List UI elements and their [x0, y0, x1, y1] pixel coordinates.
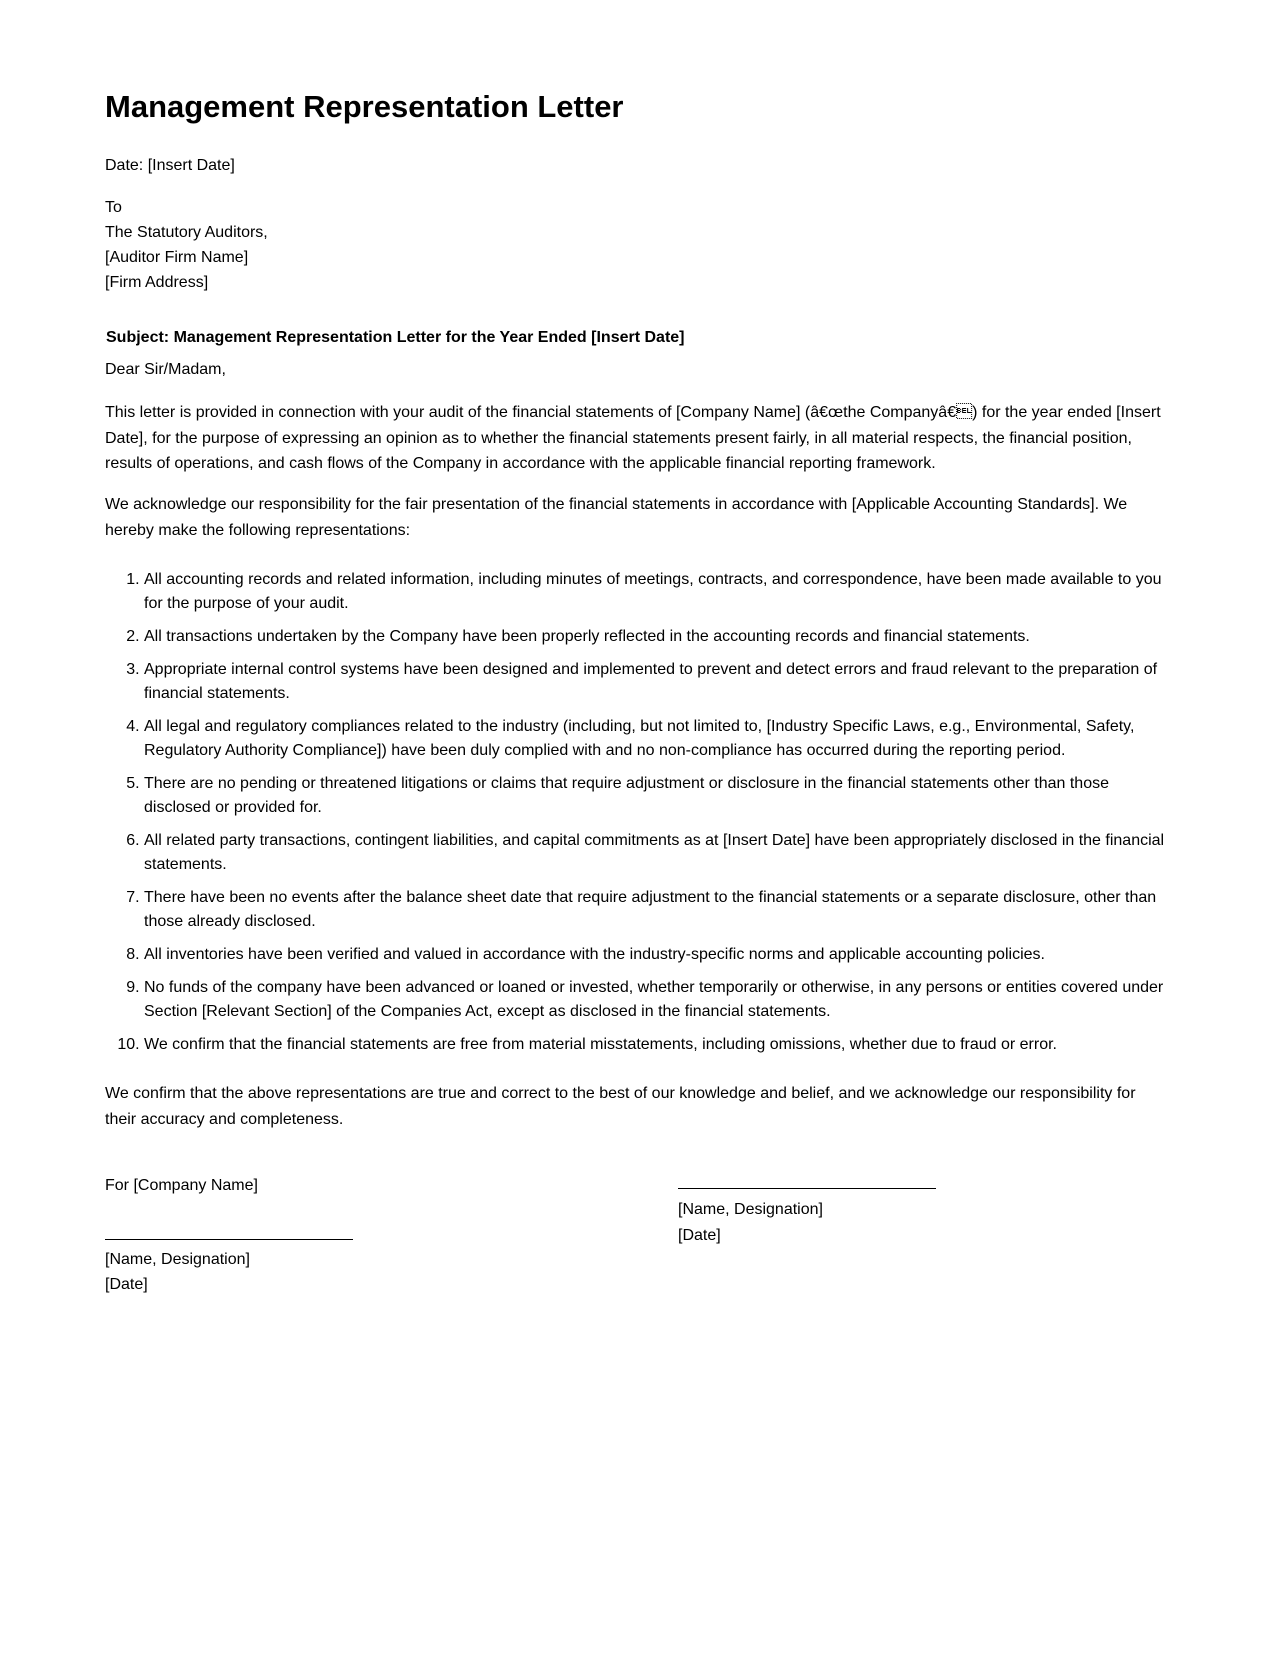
for-company-label: For [Company Name] [105, 1177, 258, 1194]
signature-line-right [678, 1188, 936, 1189]
signatory-name-left: [Name, Designation] [105, 1251, 250, 1268]
representation-item: 4. All legal and regulatory compliances related to the industry (including, but not limited to, [Industry Specific Laws, e.g., Environmental, Safety, Regulatory Authority Compliance]) have been duly complied with and no non-compliance has occurred during the reporting period. [144, 715, 1165, 763]
recipient-auditors: The Statutory Auditors, [105, 224, 268, 241]
representation-item: 6. All related party transactions, contingent liabilities, and capital commitments as at [Insert Date] have been appropriately disclosed in the financial statements. [144, 829, 1165, 877]
signatory-date-right: [Date] [678, 1227, 721, 1244]
representation-item: 10. We confirm that the financial statements are free from material misstatements, including omissions, whether due to fraud or error. [144, 1033, 1165, 1057]
representation-item: 8. All inventories have been verified and valued in accordance with the industry-specific norms and applicable accounting policies. [144, 943, 1165, 967]
signatory-name-right: [Name, Designation] [678, 1201, 823, 1218]
signature-line-left [105, 1239, 353, 1240]
closing-paragraph: We confirm that the above representations are true and correct to the best of our knowledge and belief, and we acknowledge our responsibility for their accuracy and completeness. [105, 1085, 1136, 1128]
representation-item: 7. There have been no events after the balance sheet date that require adjustment to the financial statements or a separate disclosure, other than those already disclosed. [144, 886, 1165, 934]
recipient-firm-address: [Firm Address] [105, 274, 209, 291]
representation-item: 5. There are no pending or threatened litigations or claims that require adjustment or disclosure in the financial statements other than those disclosed or provided for. [144, 772, 1165, 820]
representations-list [105, 568, 1165, 1066]
representation-item: 1. All accounting records and related information, including minutes of meetings, contracts, and correspondence, have been made available to you for the purpose of your audit. [144, 568, 1165, 616]
recipient-firm-name: [Auditor Firm Name] [105, 249, 249, 266]
representation-item: 2. All transactions undertaken by the Company have been properly reflected in the accounting records and financial statements. [144, 625, 1165, 649]
representation-item: 3. Appropriate internal control systems have been designed and implemented to prevent and detect errors and fraud relevant to the preparation of financial statements. [144, 658, 1165, 706]
intro-paragraph: This letter is provided in connection with your audit of the financial statements of [Company Name] (â€œthe Companyâ€) for the year ended [Insert Date], for the purpose of expressing an opinion as to whether the financial statements present fairly, in all material respects, the financial position, results of operations, and cash flows of the Company in accordance with the applicable financial reporting framework. [105, 404, 1161, 472]
acknowledgement-paragraph: We acknowledge our responsibility for the fair presentation of the financial statements in accordance with [Applicable Accounting Standards]. We hereby make the following representations: [105, 496, 1128, 539]
signatory-date-left: [Date] [105, 1276, 148, 1293]
date-line: Date: [Insert Date] [105, 157, 235, 174]
recipient-to: To [105, 199, 122, 216]
representation-item: 9. No funds of the company have been advanced or loaned or invested, whether temporarily or otherwise, in any persons or entities covered under Section [Relevant Section] of the Companies Act, except as disclosed in the financial statements. [144, 976, 1165, 1024]
subject-line: Subject: Management Representation Letter for the Year Ended [Insert Date] [106, 329, 685, 346]
letter-title: Management Representation Letter [105, 89, 624, 124]
salutation: Dear Sir/Madam, [105, 361, 226, 378]
